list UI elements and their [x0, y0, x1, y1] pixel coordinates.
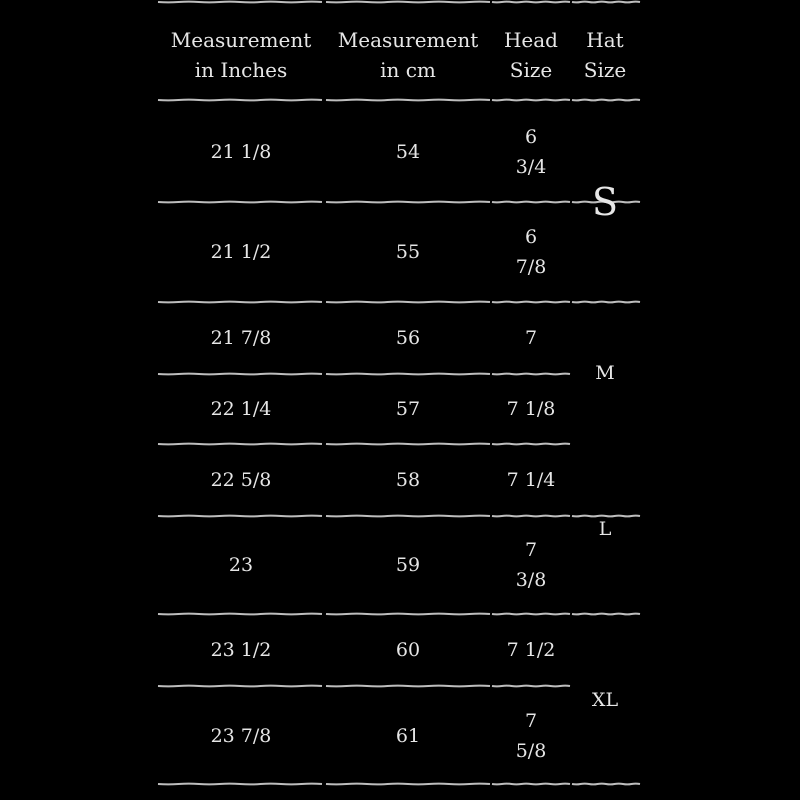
- row-5-cm: 58: [395, 469, 421, 491]
- row-5-head: 7 1/4: [506, 469, 556, 491]
- hat-size-s: S: [591, 180, 619, 224]
- row-6-cm: 59: [395, 554, 421, 576]
- header-hat-line2: Size: [583, 58, 627, 82]
- hat-size-m: M: [595, 362, 615, 384]
- header-inches: [160, 10, 322, 100]
- header-inches-line1: Measurement: [170, 28, 312, 52]
- row-1-head-line1: 6: [524, 126, 538, 148]
- header-cm-line2: in cm: [380, 58, 436, 82]
- row-1-head-line2: 3/4: [515, 156, 547, 178]
- row-8-inches: 23 7/8: [210, 725, 272, 747]
- row-3-head: 7: [524, 327, 538, 349]
- row-4-inches: 22 1/4: [210, 398, 272, 420]
- row-3-inches: 21 7/8: [210, 327, 272, 349]
- row-7-head: 7 1/2: [506, 639, 556, 661]
- row-6-head-line1: 7: [524, 539, 538, 561]
- row-rule-3: [572, 2, 640, 3]
- row-7-cm: 60: [395, 639, 421, 661]
- header-head-line2: Size: [509, 58, 553, 82]
- header-head-size: [492, 10, 570, 100]
- row-8-head-line1: 7: [524, 710, 538, 732]
- row-rule-2: [492, 2, 570, 3]
- header-inches-line2: in Inches: [194, 58, 288, 82]
- row-4-head: 7 1/8: [506, 398, 556, 420]
- row-5-inches: 22 5/8: [210, 469, 272, 491]
- header-cm: [326, 10, 490, 100]
- row-3-cm: 56: [395, 327, 421, 349]
- row-7-inches: 23 1/2: [210, 639, 272, 661]
- row-1-inches: 21 1/8: [210, 141, 272, 163]
- header-head-line1: Head: [503, 28, 558, 52]
- row-8-cm: 61: [395, 725, 421, 747]
- row-rule-1: [326, 2, 490, 3]
- row-2-head-line2: 7/8: [515, 256, 547, 278]
- header-cm-line1: Measurement: [337, 28, 479, 52]
- row-8-head: [492, 686, 570, 786]
- row-2-inches: 21 1/2: [210, 241, 272, 263]
- row-rule-0: [158, 2, 322, 3]
- header-hat-size: [572, 10, 638, 100]
- row-4-cm: 57: [395, 398, 421, 420]
- row-6-inches: 23: [228, 554, 254, 576]
- row-1-head: [492, 102, 570, 202]
- row-1-cm: 54: [395, 141, 421, 163]
- hat-size-l: L: [598, 518, 612, 540]
- row-8-head-line2: 5/8: [515, 740, 547, 762]
- row-6-head: [492, 516, 570, 614]
- row-6-head-line2: 3/8: [515, 569, 547, 591]
- row-2-cm: 55: [395, 241, 421, 263]
- hat-size-xl: XL: [591, 689, 619, 711]
- header-hat-line1: Hat: [586, 28, 624, 52]
- row-2-head: [492, 202, 570, 302]
- row-2-head-line1: 6: [524, 226, 538, 248]
